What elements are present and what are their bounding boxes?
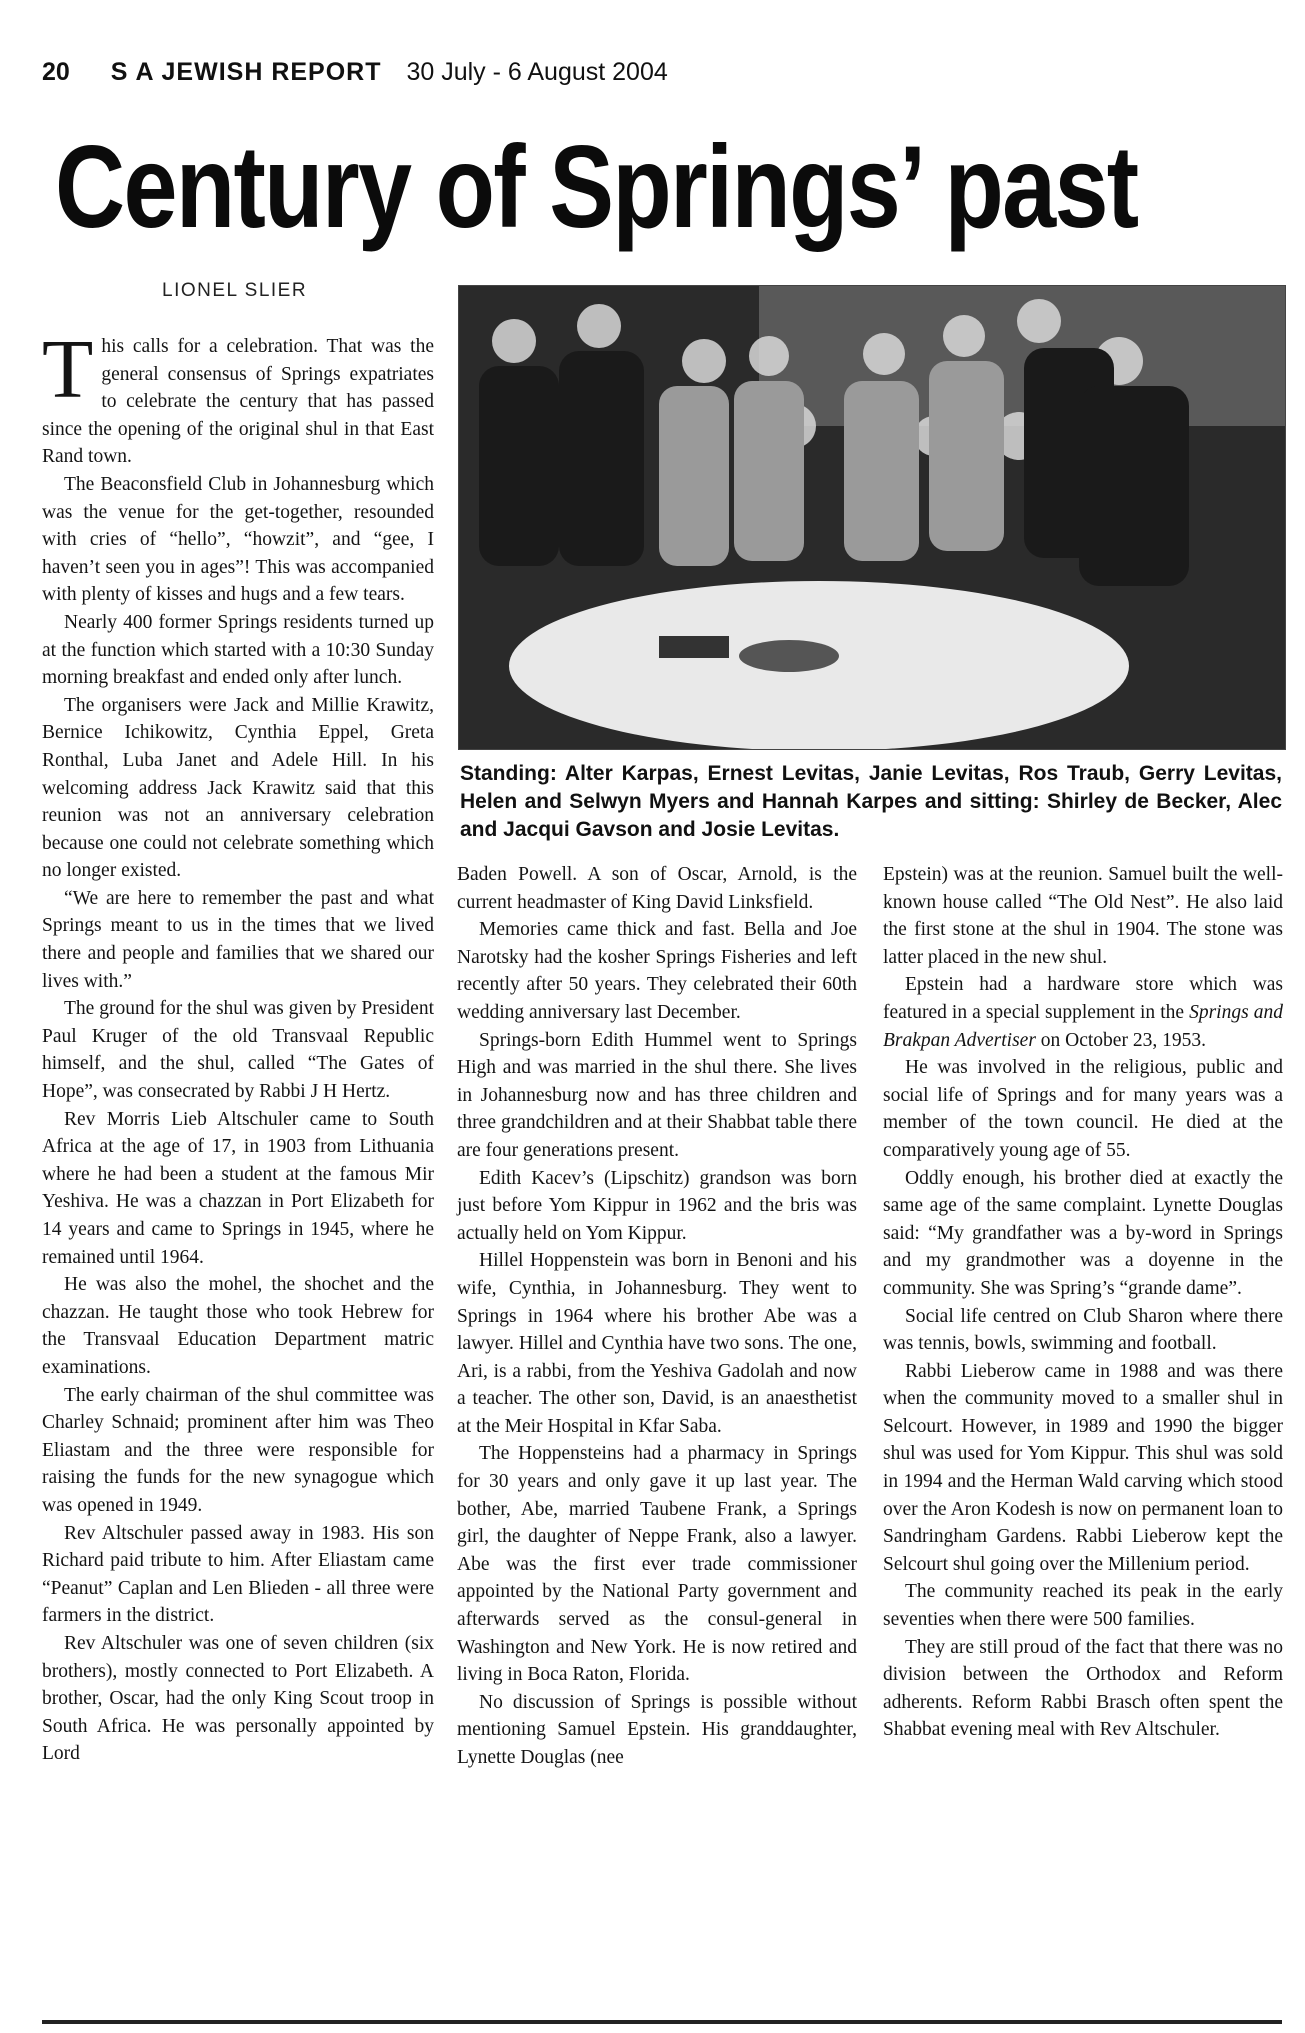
- article-paragraph: He was involved in the religious, public and social life of Springs and for many years was a member of the town council. He died at the comparatively young age of 55.: [883, 1057, 1283, 1161]
- article-paragraph: Social life centred on Club Sharon where there was tennis, bowls, swimming and football.: [883, 1305, 1283, 1355]
- article-paragraph: Epstein) was at the reunion. Samuel built the well-known house called “The Old Nest”. He also laid the first stone at the shul in 1904. The stone was latter placed in the new shul.: [883, 864, 1283, 968]
- issue-date: 30 July - 6 August 2004: [406, 58, 668, 86]
- headline: Century of Springs’ past: [55, 121, 1138, 252]
- group-photo-illustration: [459, 286, 1285, 749]
- article-paragraph: Rev Altschuler passed away in 1983. His son Richard paid tribute to him. After Eliastam came “Peanut” Caplan and Len Blieden - all three were farmers in the district.: [42, 1522, 434, 1627]
- article-paragraph: The organisers were Jack and Millie Krawitz, Bernice Ichikowitz, Cynthia Eppel, Greta Ronthal, Luba Janet and Adele Hill. In his welcoming address Jack Krawitz said that this reunion was not an anniversary celebration because one could not celebrate something which no longer existed.: [42, 694, 434, 882]
- article-paragraph: The Hoppensteins had a pharmacy in Springs for 30 years and only gave it up last year. The bother, Abe, married Taubene Frank, a Springs girl, the daughter of Neppe Frank, also a lawyer. Abe was the first ever trade commissioner appointed by the National Party government and afterwards served as the consul-general in Washington and New York. He is now retired and living in Boca Raton, Florida.: [457, 1443, 857, 1686]
- article-column-2: [457, 861, 857, 1772]
- article-paragraph: Memories came thick and fast. Bella and Joe Narotsky had the kosher Springs Fisheries and left recently after 50 years. They celebrated their 60th wedding anniversary last December.: [457, 919, 857, 1023]
- article-paragraph: Epstein had a hardware store which was featured in a special supplement in the Springs and Brakpan Advertiser on October 23, 1953.: [883, 974, 1283, 1051]
- group-photo: [458, 285, 1286, 750]
- bottom-rule: [42, 2020, 1282, 2024]
- article-paragraph: Springs-born Edith Hummel went to Springs High and was married in the shul there. She lives in Johannesburg now and has three children and three grandchildren and at their Shabbat table there are four generations present.: [457, 1029, 857, 1161]
- article-column-3: [883, 861, 1283, 1744]
- newspaper-title: Springs and Brakpan Advertiser: [883, 1001, 1283, 1051]
- article-column-1: [42, 323, 434, 1768]
- article-paragraph: Rev Morris Lieb Altschuler came to South Africa at the age of 17, in 1903 from Lithuania where he had been a student at the famous Mir Yeshiva. He was a chazzan in Port Elizabeth for 14 years and came to Springs in 1945, where he remained until 1964.: [42, 1108, 434, 1268]
- article-paragraph: Edith Kacev’s (Lipschitz) grandson was born just before Yom Kippur in 1962 and the bris was actually held on Yom Kippur.: [457, 1167, 857, 1244]
- article-paragraph: “We are here to remember the past and what Springs meant to us in the times that we lived there and people and families that we shared our lives with.”: [42, 887, 434, 992]
- photo-caption: Standing: Alter Karpas, Ernest Levitas, Janie Levitas, Ros Traub, Gerry Levitas, Helen and Selwyn Myers and Hannah Karpes and sitting: Shirley de Becker, Alec and Jacqui Gavson and Josie Levitas.: [460, 762, 1282, 841]
- byline: LIONEL SLIER: [162, 280, 308, 301]
- drop-cap: T: [42, 323, 94, 416]
- article-paragraph: The early chairman of the shul committee was Charley Schnaid; prominent after him was Theo Eliastam and the three were responsible for raising the funds for the new synagogue which was opened in 1949.: [42, 1384, 434, 1516]
- article-paragraph: No discussion of Springs is possible without mentioning Samuel Epstein. His granddaughter, Lynette Douglas (nee: [457, 1691, 857, 1768]
- article-paragraph: He was also the mohel, the shochet and the chazzan. He taught those who took Hebrew for the Transvaal Education Department matric examinations.: [42, 1274, 434, 1378]
- article-paragraph: This calls for a celebration. That was the general consensus of Springs expatriates to celebrate the century that has passed since the opening of the original shul in that East Rand town.: [42, 323, 434, 468]
- article-paragraph: Hillel Hoppenstein was born in Benoni and his wife, Cynthia, in Johannesburg. They went to Springs in 1964 where his brother Abe was a lawyer. Hillel and Cynthia have two sons. The one, Ari, is a rabbi, from the Yeshiva Gadolah and now a teacher. The other son, David, is an anaesthetist at the Meir Hospital in Kfar Saba.: [457, 1250, 857, 1437]
- publication-name: S A JEWISH REPORT: [110, 58, 382, 86]
- article-paragraph: Rev Altschuler was one of seven children (six brothers), mostly connected to Port Elizabeth. A brother, Oscar, had the only King Scout troop in South Africa. He was personally appointed by Lord: [42, 1632, 434, 1765]
- article-paragraph: They are still proud of the fact that there was no division between the Orthodox and Reform adherents. Reform Rabbi Brasch often spent the Shabbat evening meal with Rev Altschuler.: [883, 1636, 1283, 1741]
- page-number: 20: [42, 58, 70, 86]
- article-paragraph: The ground for the shul was given by President Paul Kruger of the old Transvaal Republic himself, and the shul, called “The Gates of Hope”, was consecrated by Rabbi J H Hertz.: [42, 998, 434, 1103]
- article-paragraph: Baden Powell. A son of Oscar, Arnold, is the current headmaster of King David Linksfield.: [457, 864, 857, 913]
- article-paragraph: The community reached its peak in the early seventies when there were 500 families.: [883, 1581, 1283, 1631]
- article-paragraph: Oddly enough, his brother died at exactly the same age of the same complaint. Lynette Douglas said: “My grandfather was a by-word in Springs and my grandmother was a doyenne in the community. She was Spring’s “grande dame”.: [883, 1167, 1283, 1299]
- article-paragraph: Nearly 400 former Springs residents turned up at the function which started with a 10:30 Sunday morning breakfast and ended only after lunch.: [42, 611, 434, 689]
- article-paragraph: Rabbi Lieberow came in 1988 and was there when the community moved to a smaller shul in Selcourt. However, in 1989 and 1990 the bigger shul was used for Yom Kippur. This shul was sold in 1994 and the Herman Wald carving which stood over the Aron Kodesh is now on permanent loan to Sandringham Gardens. Rabbi Lieberow kept the Selcourt shul going over the Millenium period.: [883, 1360, 1283, 1575]
- masthead: [42, 58, 668, 87]
- article-paragraph: The Beaconsfield Club in Johannesburg which was the venue for the get-together, resounded with cries of “hello”, “howzit”, and “gee, I haven’t seen you in ages”! This was accompanied with plenty of kisses and hugs and a few tears.: [42, 473, 434, 606]
